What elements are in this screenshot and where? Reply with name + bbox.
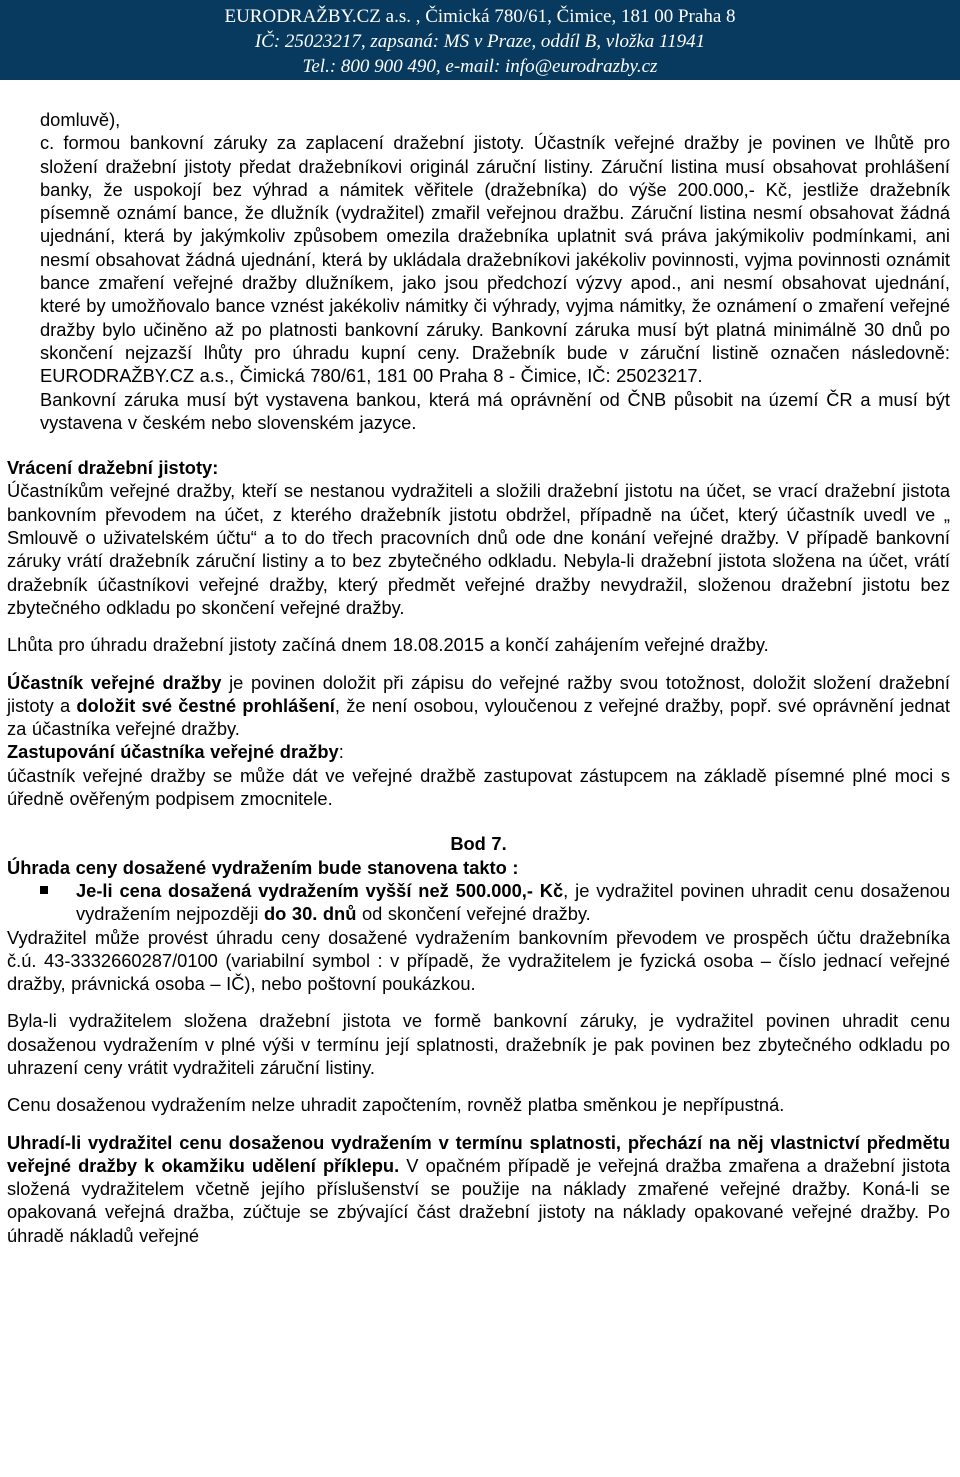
paragraph-vydrazitel: Vydražitel může provést úhradu ceny dosažené vydražením bankovním převodem ve prospěch účtu dražebníka č.ú. 43-3332660287/0100 (variabilní symbol : v případě, že vydražitelem je fyzická osoba – číslo jednací veřejné dražby, právnická osoba – IČ), nebo poštovní poukázkou. (7, 926, 950, 995)
section-number: Bod 7. (450, 833, 507, 855)
paragraph-item-c: c. formou bankovní záruky za zaplacení dražební jistoty. Účastník veřejné dražby je povinen ve lhůtě pro složení dražební jistoty předat dražebníkovi originál záruční listiny. Záruční listina musí obsahovat prohlášení banky, že uspokojí bez výhrad a námitek věřitele (dražebníka) do výše 200.000,- Kč, jestliže dražebník písemně oznámí bance, že dlužník (vydražitel) zmařil veřejnou dražbu. Záruční listina nesmí obsahovat žádná ujednání, která by jakýmkoliv způsobem omezila dražebníka uplatnit svá práva jakýmikoliv podmínkami, ani nesmí obsahovat žádná ujednání, která by ukládala dražebníkovi jakékoliv povinnosti, vyjma povinnosti oznámit bance zmaření veřejné dražby dlužníkem, jako jsou předchozí výzvy apod., ani nesmí obsahovat ujednání, které by umožňovalo bance vznést jakékoliv námitky či výhrady, vyjma námitky, že oznámení o zmaření veřejné dražby bylo učiněno až po platnosti bankovní záruky. Bankovní záruka musí být platná minimálně 30 dnů po skončení nejzazší lhůty pro úhradu kupní ceny. Dražebník bude v záruční listině označen následovně: EURODRAŽBY.CZ a.s., Čimická 780/61, 181 00 Praha 8 - Čimice, IČ: 25023217. (40, 132, 950, 387)
paragraph-vraceni: Účastníkům veřejné dražby, kteří se nestanou vydražiteli a složili dražební jistotu na účet, se vrací dražební jistota bankovním převodem na účet, z kterého dražebník jistotu obdržel, případně na účet, který účastník uvedl ve „ Smlouvě o uživatelském účtu“ a to do třech pracovních dnů ode dne konání veřejné dražby. V případě bankovní záruky vrátí dražebník záruční listiny a to bez zbytečného odkladu. Nebyla-li dražební jistota složena na účet, vrátí dražebník účastníkovi veřejné dražby, který předmět veřejné dražby nevydražil, složenou dražební jistotu bez zbytečného odkladu po skončení veřejné dražby. (7, 480, 950, 618)
letterhead (0, 0, 960, 80)
heading-vraceni: Vrácení dražební jistoty: (7, 457, 219, 479)
paragraph-byla: Byla-li vydražitelem složena dražební jistota ve formě bankovní záruky, je vydražitel povinen uhradit cenu dosaženou vydražením v plné výši v termínu její splatnosti, dražebník je pak povinen bez zbytečného odkladu po uhrazení ceny vrátit vydražiteli záruční listiny. (7, 1010, 950, 1078)
ucastnik-text-2: , že není osobou, vyloučenou z veřejné dražby, popř. své oprávnění jednat za účastníka veřejné dražby. (7, 694, 950, 740)
paragraph-domluve: domluvě), (40, 109, 121, 130)
heading-uhrada: Úhrada ceny dosažené vydražením bude stanovena takto : (7, 856, 519, 878)
paragraph-uhradi (0, 1131, 960, 1247)
paragraph-ucastnik (0, 671, 960, 741)
zastupovani-title: Zastupování účastníka veřejné dražby (7, 741, 339, 763)
bullet-text-1: , je vydražitel povinen uhradit cenu dosaženou vydražením nejpozději (76, 879, 951, 925)
ucastnik-bold-1: Účastník veřejné dražby (7, 671, 222, 693)
letterhead-contact: Tel.: 800 900 490, e-mail: info@eurodrazby.cz (302, 56, 658, 77)
ucastnik-bold-2: doložit své čestné prohlášení (76, 694, 335, 716)
heading-zastupovani (0, 740, 960, 763)
uhradi-text: V opačném případě je veřejná dražba zmařena a dražební jistota složená vydražitelem včetně jejího příslušenství se použije na náklady zmařené veřejné dražby. Koná-li se opakovaná veřejná dražba, zúčtuje se zbývající část dražební jistoty na náklady opakované veřejné dražby. Po úhradě nákladů veřejné (7, 1154, 950, 1246)
paragraph-bank-requirement: Bankovní záruka musí být vystavena bankou, která má oprávnění od ČNB působit na území ČR a musí být vystavena v českém nebo slovenském jazyce. (40, 388, 950, 433)
bullet-item (0, 879, 960, 926)
bullet-bold-2: do 30. dnů (263, 903, 357, 925)
paragraph-zastupovani: účastník veřejné dražby se může dát ve veřejné dražbě zastupovat zástupcem na základě písemné plné moci s úředně ověřeným podpisem zmocnitele. (7, 764, 950, 810)
bullet-bold-1: Je-li cena dosažená vydražením vyšší než 500.000,- Kč (76, 879, 564, 901)
ucastnik-text-1: je povinen doložit při zápisu do veřejné ražby svou totožnost, doložit složení dražební jistoty a (7, 671, 950, 716)
bullet-text (76, 879, 950, 926)
bullet-text-2: od skončení veřejné dražby. (356, 903, 591, 925)
zastupovani-colon: : (338, 741, 344, 763)
paragraph-lhuta: Lhůta pro úhradu dražební jistoty začíná dnem 18.08.2015 a končí zahájením veřejné dražby. (7, 634, 769, 656)
uhradi-bold: Uhradí-li vydražitel cenu dosaženou vydražením v termínu splatnosti, přechází na něj vlastnictví předmětu veřejné dražby k okamžiku udělení příklepu. (7, 1131, 950, 1176)
letterhead-registration: IČ: 25023217, zapsaná: MS v Praze, oddíl B, vložka 11941 (254, 31, 706, 52)
paragraph-cenu: Cenu dosaženou vydražením nelze uhradit započtením, rovněž platba směnkou je nepřípustná. (7, 1094, 785, 1116)
letterhead-company: EURODRAŽBY.CZ a.s. , Čimická 780/61, Čimice, 181 00 Praha 8 (224, 6, 736, 27)
document-body (0, 108, 960, 1247)
square-bullet-icon (40, 886, 48, 894)
